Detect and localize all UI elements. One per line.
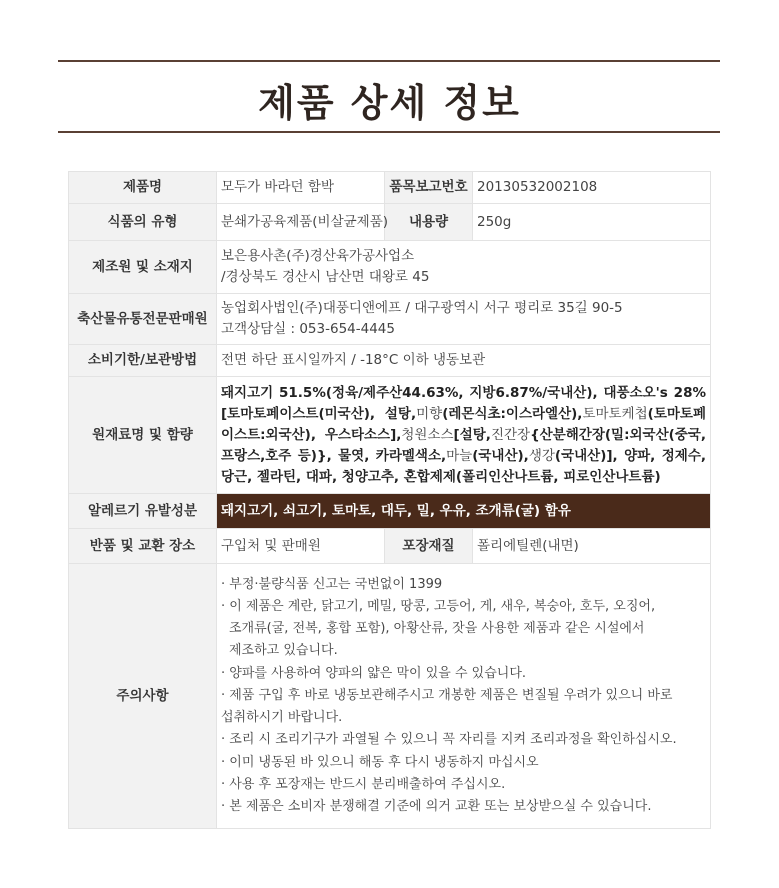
notice-line: · 이미 냉동된 바 있으니 해동 후 다시 냉동하지 마십시오	[221, 754, 539, 770]
product-name-value: 모두가 바라던 함박	[217, 172, 385, 204]
product-info-table	[68, 171, 711, 829]
notice-line: · 사용 후 포장재는 반드시 분리배출하여 주십시오.	[221, 776, 506, 792]
report-no-value: 20130532002108	[473, 172, 711, 204]
title-bottom-rule	[58, 131, 720, 133]
notice-line: 섭취하시기 바랍니다.	[221, 710, 343, 726]
allergy-value: 돼지고기, 쇠고기, 토마토, 대두, 밀, 우유, 조개류(굴) 함유	[217, 494, 711, 529]
distributor-value	[217, 294, 711, 345]
row-allergy	[69, 494, 711, 529]
manufacturer-line1: 보은용사촌(주)경산육가공사업소	[221, 248, 415, 264]
notice-label: 주의사항	[69, 564, 217, 829]
report-no-label: 품목보고번호	[385, 172, 473, 204]
ingredients-label: 원재료명 및 함량	[69, 377, 217, 494]
row-ingredients	[69, 377, 711, 494]
notice-line: 제조하고 있습니다.	[229, 643, 338, 659]
ingredients-text-2: 미향	[416, 405, 443, 422]
notice-line: · 제품 구입 후 바로 냉동보관해주시고 개봉한 제품은 변질될 우려가 있으니 바로	[221, 687, 673, 703]
food-type-value: 분쇄가공육제품(비살균제품)	[217, 204, 385, 241]
page-title: 제품 상세 정보	[258, 81, 521, 125]
ingredients-text-11: (국내산),	[472, 447, 529, 464]
manufacturer-label: 제조원 및 소재지	[69, 241, 217, 294]
notice-line: 조개류(굴, 전복, 홍합 포함), 아황산류, 잣을 사용한 제품과 같은 시설에서	[229, 621, 645, 637]
exchange-value: 구입처 및 판매원	[217, 529, 385, 564]
notice-line: · 부정·불량식품 신고는 국번없이 1399	[221, 576, 443, 592]
row-food-type	[69, 204, 711, 241]
notice-line: · 이 제품은 계란, 닭고기, 메밀, 땅콩, 고등어, 게, 새우, 복숭아, 호두, 오징어,	[221, 599, 656, 615]
expiry-value: 전면 하단 표시일까지 / -18°C 이하 냉동보관	[217, 345, 711, 377]
ingredients-text-6: 청원소스	[401, 426, 454, 443]
ingredients-text-7: [설탕,	[453, 426, 491, 443]
packaging-value: 폴리에틸렌(내면)	[473, 529, 711, 564]
title-top-rule	[58, 60, 720, 62]
notice-value	[217, 564, 711, 829]
distributor-line1: 농업회사법인(주)대풍디앤에프 / 대구광역시 서구 평리로 35길 90-5	[221, 300, 623, 316]
manufacturer-value	[217, 241, 711, 294]
row-distributor	[69, 294, 711, 345]
ingredients-text-5: (토마토페이스트:외국산), 우스타소스],	[221, 405, 706, 443]
volume-label: 내용량	[385, 204, 473, 241]
distributor-line2: 고객상담실 : 053-654-4445	[221, 321, 395, 337]
ingredients-value	[217, 377, 711, 494]
ingredients-text-13: (국내산)], 양파, 정제수, 당근, 젤라틴, 대파, 청양고추, 혼합제제(폴리인산나트륨, 피로인산나트륨)	[221, 447, 706, 485]
allergy-label: 알레르기 유발성분	[69, 494, 217, 529]
row-exchange	[69, 529, 711, 564]
volume-value: 250g	[473, 204, 711, 241]
packaging-label: 포장재질	[385, 529, 473, 564]
ingredients-text-10: 마늘	[446, 447, 473, 464]
ingredients-text-1: 돼지고기 51.5%(정육/제주산44.63%, 지방6.87%/국내산), 대풍소오's 28%[토마토페이스트(미국산), 설탕,	[221, 384, 706, 422]
food-type-label: 식품의 유형	[69, 204, 217, 241]
row-notice	[69, 564, 711, 829]
exchange-label: 반품 및 교환 장소	[69, 529, 217, 564]
row-manufacturer	[69, 241, 711, 294]
notice-line: · 양파를 사용하여 양파의 얇은 막이 있을 수 있습니다.	[221, 665, 527, 681]
ingredients-text-12: 생강	[528, 447, 555, 464]
notice-line: · 본 제품은 소비자 분쟁해결 기준에 의거 교환 또는 보상받으실 수 있습니다.	[221, 798, 652, 814]
expiry-label: 소비기한/보관방법	[69, 345, 217, 377]
row-product-name	[69, 172, 711, 204]
product-name-label: 제품명	[69, 172, 217, 204]
row-expiry	[69, 345, 711, 377]
distributor-label: 축산물유통전문판매원	[69, 294, 217, 345]
ingredients-text-8: 진간장	[490, 426, 531, 443]
ingredients-text-3: (레몬식초:이스라엘산),	[442, 405, 583, 422]
ingredients-text-4: 토마토케첩	[582, 405, 648, 422]
manufacturer-line2: /경상북도 경산시 남산면 대왕로 45	[221, 269, 430, 285]
notice-line: · 조리 시 조리기구가 과열될 수 있으니 꼭 자리를 지켜 조리과정을 확인하십시오.	[221, 732, 677, 748]
ingredients-text-9: {산분해간장(밀:외국산(중국,프랑스,호주 등)}, 물엿, 카라멜색소,	[221, 426, 706, 464]
